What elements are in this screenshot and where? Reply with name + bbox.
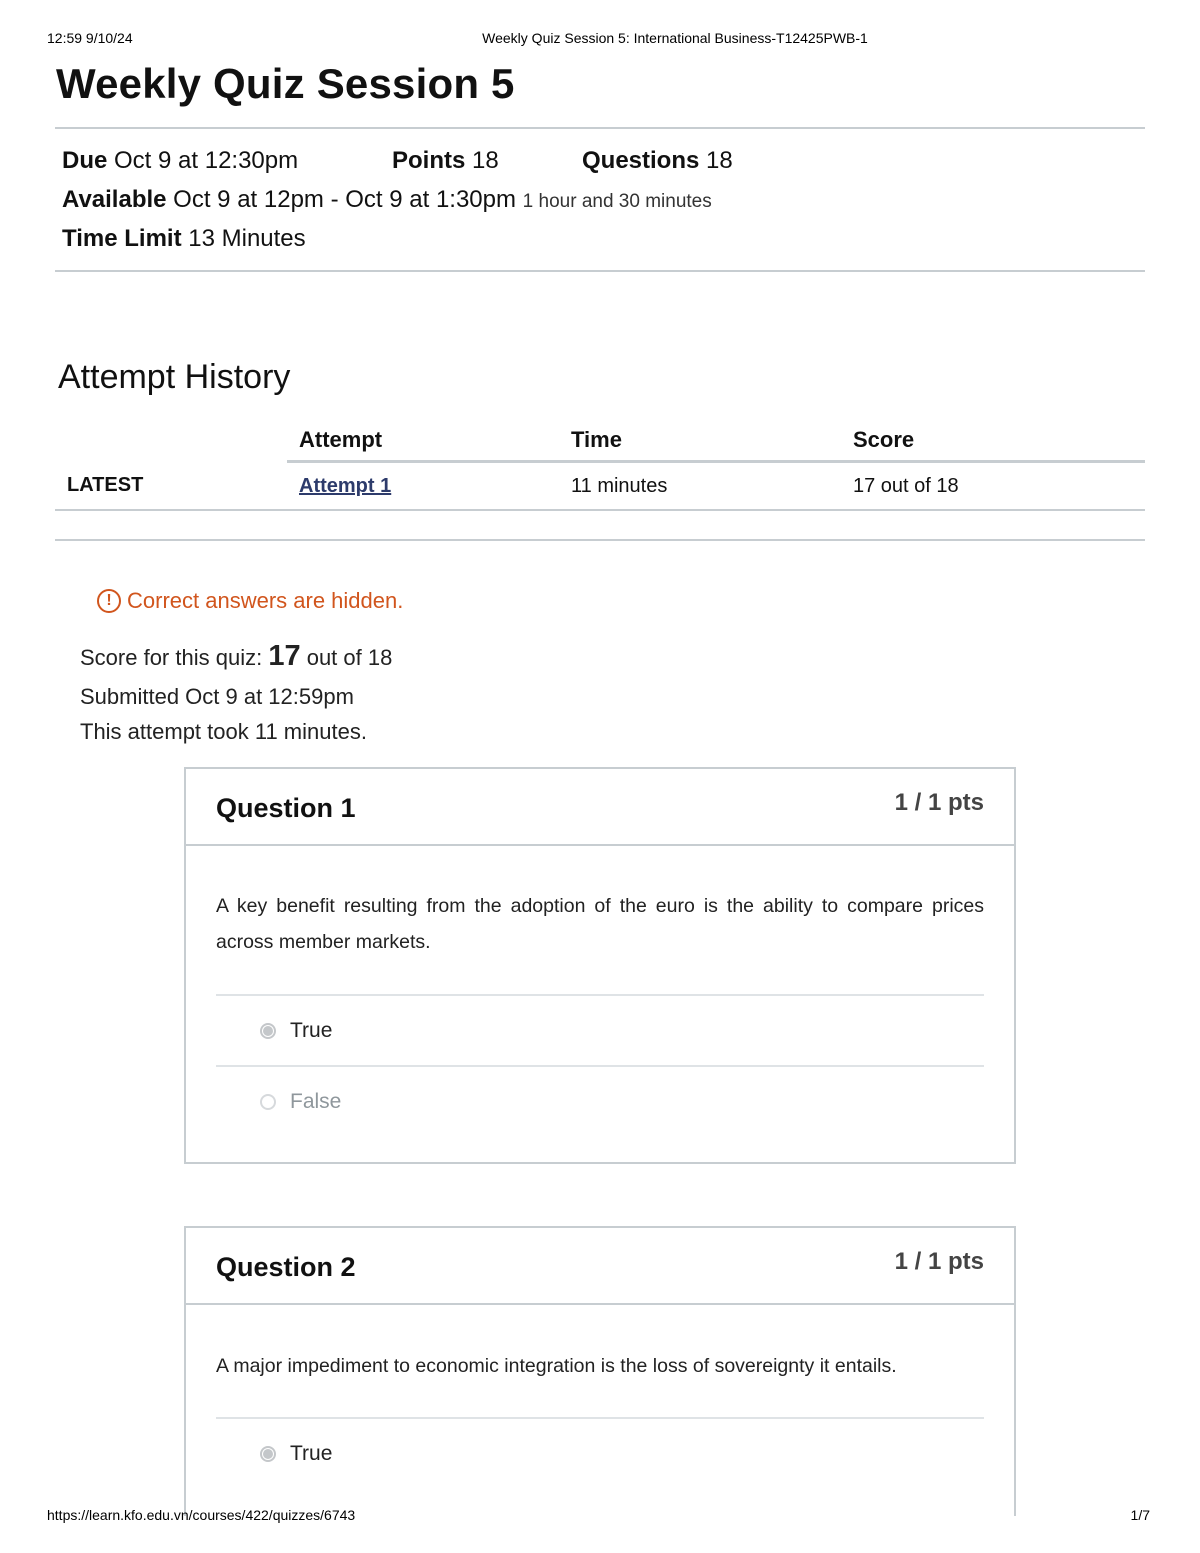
column-header-attempt: Attempt: [287, 420, 559, 462]
due-value: Oct 9 at 12:30pm: [114, 147, 299, 174]
available-label: Available: [62, 186, 167, 213]
radio-selected-icon[interactable]: [260, 1023, 276, 1039]
question-card-1: [184, 767, 1016, 1164]
score-prefix: Score for this quiz:: [80, 645, 263, 670]
warning-icon: !: [97, 589, 121, 613]
question-text: A major impediment to economic integration is the loss of sovereignty it entails.: [216, 1355, 897, 1377]
print-doc-title: Weekly Quiz Session 5: International Business-T12425PWB-1: [482, 30, 868, 46]
print-timestamp: 12:59 9/10/24: [47, 30, 133, 46]
answer-label: False: [290, 1089, 342, 1113]
question-text: A key benefit resulting from the adoption of the euro is the ability to compare prices across member markets.: [216, 895, 984, 953]
score-value: 17: [268, 640, 301, 672]
radio-empty-icon[interactable]: [260, 1094, 276, 1110]
meta-divider: [55, 270, 1145, 272]
attempt-duration: This attempt took 11 minutes.: [80, 719, 367, 744]
time-limit-label: Time Limit: [62, 225, 182, 252]
print-page-number: 1/7: [1130, 1507, 1150, 1523]
radio-selected-icon[interactable]: [260, 1446, 276, 1462]
print-url: https://learn.kfo.edu.vn/courses/422/quizzes/6743: [47, 1507, 356, 1523]
history-divider: [55, 539, 1145, 541]
question-header: [186, 769, 1014, 846]
time-cell: 11 minutes: [559, 462, 841, 511]
available-meta: [62, 186, 712, 214]
attempt-history-table: [55, 420, 1145, 511]
time-limit-meta: [62, 225, 306, 253]
answer-option-true[interactable]: [216, 1419, 984, 1488]
answer-label: True: [290, 1018, 333, 1042]
page-title: Weekly Quiz Session 5: [56, 60, 515, 107]
time-limit-value: 13 Minutes: [188, 225, 306, 252]
latest-label: LATEST: [55, 462, 287, 511]
available-value: Oct 9 at 12pm - Oct 9 at 1:30pm: [173, 186, 516, 213]
question-body: [186, 1305, 1014, 1488]
submitted-time: Submitted Oct 9 at 12:59pm: [80, 684, 354, 709]
attempt-history-title: Attempt History: [58, 358, 291, 396]
quiz-score: [80, 640, 392, 673]
score-suffix: out of 18: [306, 645, 393, 670]
hidden-answers-notice: [97, 588, 403, 614]
question-title: Question 2: [216, 1252, 356, 1282]
answer-label: True: [290, 1441, 333, 1465]
table-header-row: [55, 420, 1145, 462]
answer-option-false[interactable]: [216, 1067, 984, 1136]
attempt-cell: [287, 462, 559, 511]
quiz-meta-row-1: [62, 147, 298, 175]
points-label: Points: [392, 147, 466, 174]
attempt-1-link[interactable]: Attempt 1: [299, 474, 392, 497]
column-header-blank: [55, 420, 287, 462]
question-points: 1 / 1 pts: [894, 1248, 984, 1275]
score-cell: 17 out of 18: [841, 462, 1145, 511]
column-header-score: Score: [841, 420, 1145, 462]
due-label: Due: [62, 147, 108, 174]
question-points: 1 / 1 pts: [894, 789, 984, 816]
points-value: 18: [472, 147, 499, 174]
questions-value: 18: [706, 147, 733, 174]
points-meta: [392, 147, 499, 175]
title-divider: [55, 127, 1145, 129]
question-card-2: [184, 1226, 1016, 1516]
question-body: [186, 846, 1014, 1136]
notice-text: Correct answers are hidden.: [127, 588, 404, 613]
available-duration: 1 hour and 30 minutes: [522, 191, 712, 212]
question-title: Question 1: [216, 793, 356, 823]
question-header: [186, 1228, 1014, 1305]
questions-meta: [582, 147, 733, 175]
column-header-time: Time: [559, 420, 841, 462]
questions-label: Questions: [582, 147, 700, 174]
table-row: [55, 462, 1145, 511]
answer-option-true[interactable]: [216, 996, 984, 1065]
